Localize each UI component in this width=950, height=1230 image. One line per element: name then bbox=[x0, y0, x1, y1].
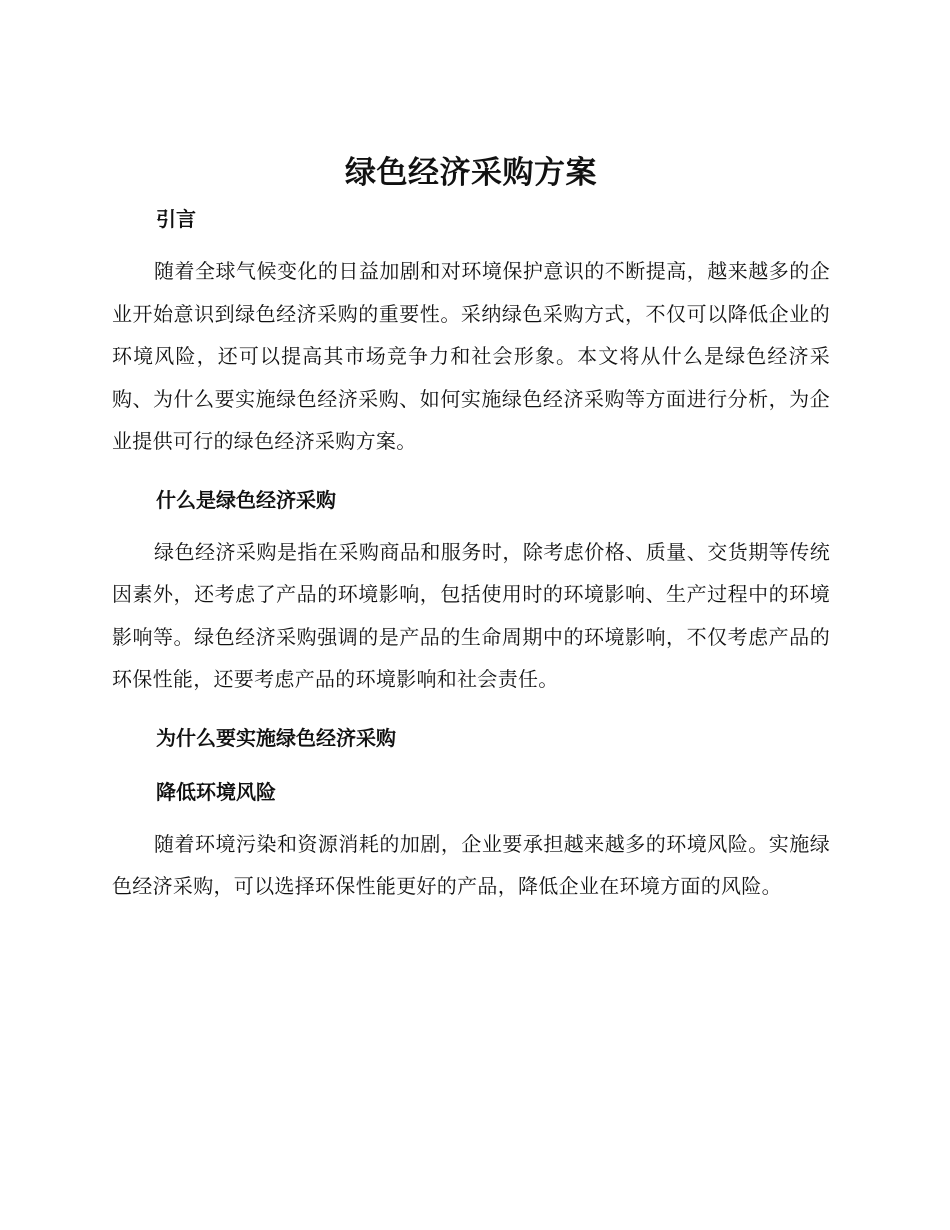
paragraph-what-is-green-procurement: 绿色经济采购是指在采购商品和服务时，除考虑价格、质量、交货期等传统因素外，还考虑了产品的环境影响，包括使用时的环境影响、生产过程中的环境影响等。绿色经济采购强调的是产品的生命周期中的环境影响，不仅考虑产品的环保性能，还要考虑产品的环境影响和社会责任。 bbox=[112, 539, 830, 691]
heading-what-is-green-procurement: 什么是绿色经济采购 bbox=[156, 487, 336, 512]
heading-why-implement: 为什么要实施绿色经济采购 bbox=[156, 725, 396, 750]
document-content bbox=[112, 148, 830, 908]
spacer bbox=[112, 701, 830, 721]
paragraph-reduce-environmental-risk: 随着环境污染和资源消耗的加剧，企业要承担越来越多的环境风险。实施绿色经济采购，可以选择环保性能更好的产品，降低企业在环境方面的风险。 bbox=[112, 831, 830, 898]
spacer bbox=[112, 755, 830, 775]
spacer bbox=[112, 236, 830, 250]
heading-introduction: 引言 bbox=[156, 207, 196, 231]
paragraph-introduction: 随着全球气候变化的日益加剧和对环境保护意识的不断提高，越来越多的企业开始意识到绿色经济采购的重要性。采纳绿色采购方式，不仅可以降低企业的环境风险，还可以提高其市场竞争力和社会形象。本文将从什么是绿色经济采购、为什么要实施绿色经济采购、如何实施绿色经济采购等方面进行分析，为企业提供可行的绿色经济采购方案。 bbox=[112, 259, 830, 453]
spacer bbox=[112, 517, 830, 531]
spacer bbox=[112, 809, 830, 823]
document-title: 绿色经济采购方案 bbox=[345, 155, 597, 191]
heading-reduce-environmental-risk: 降低环境风险 bbox=[156, 779, 276, 804]
spacer bbox=[112, 463, 830, 483]
